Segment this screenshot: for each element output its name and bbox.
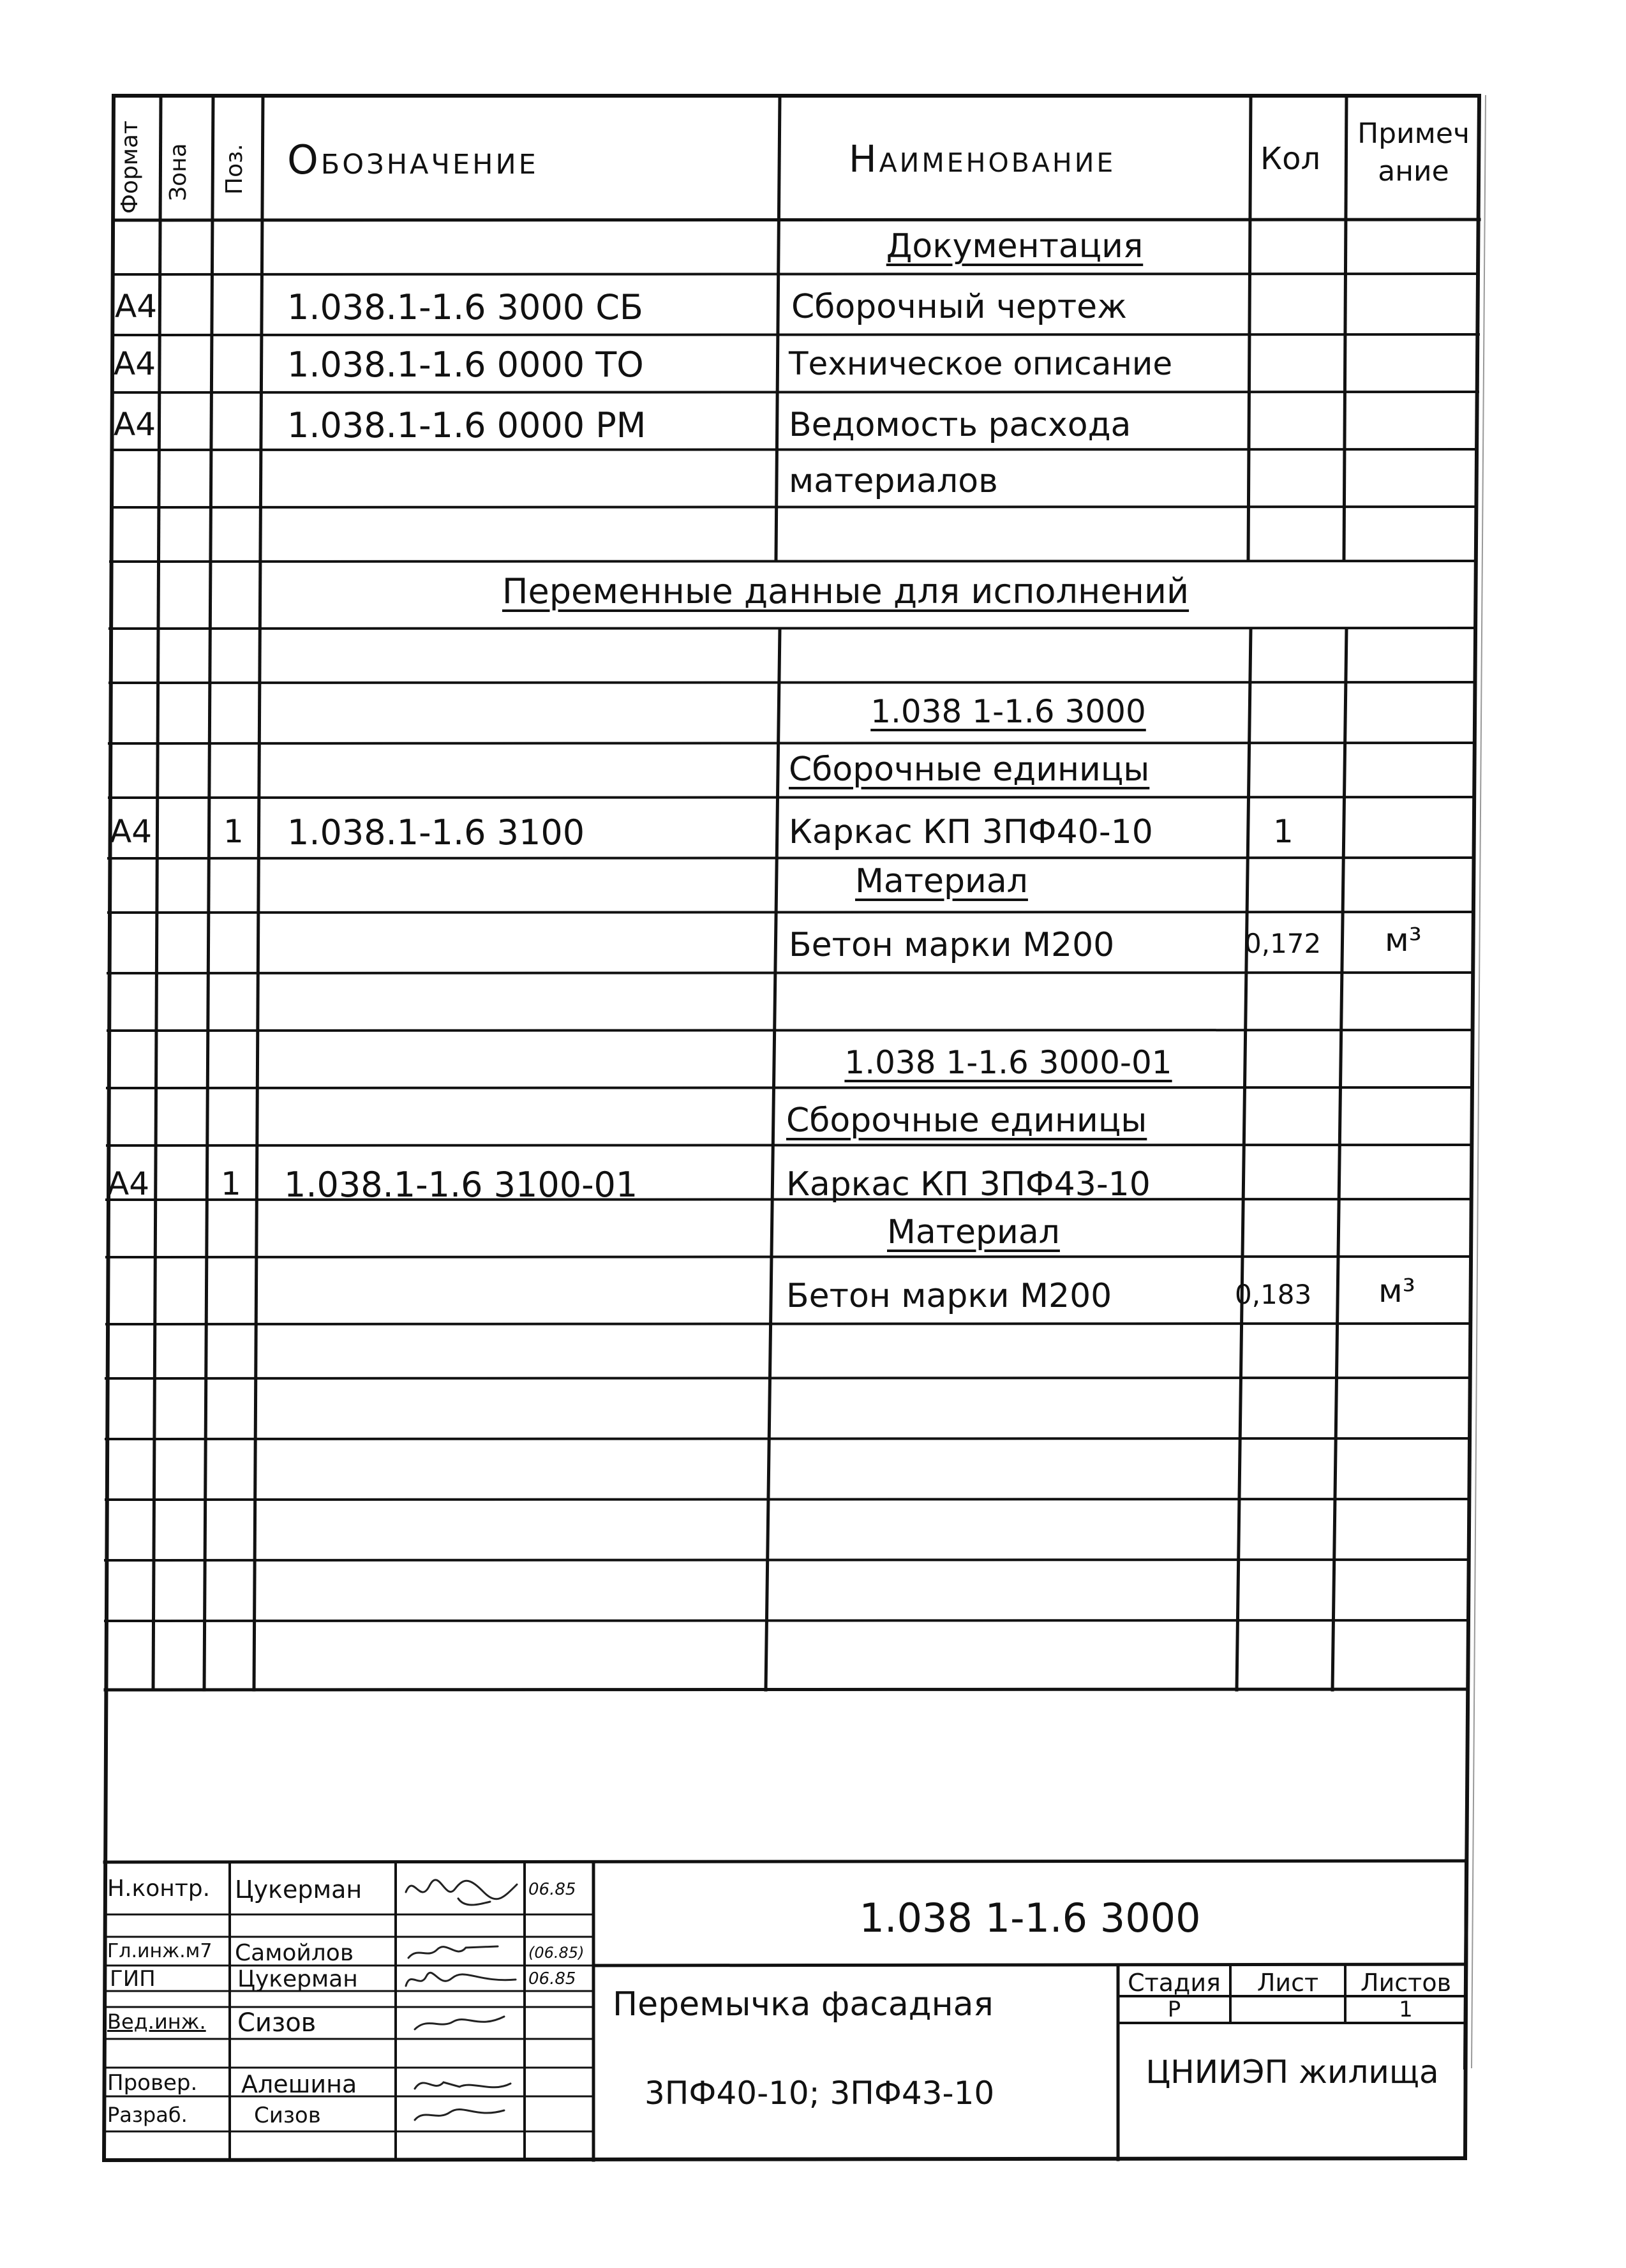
row-pos: 1 (221, 1165, 241, 1202)
row-designation: 1.038.1-1.6 3000 СБ (287, 287, 643, 327)
row-note: м³ (1385, 921, 1422, 959)
role-label: Н.контр. (107, 1876, 211, 1902)
title-line-2: 3ПФ40-10; 3ПФ43-10 (645, 2075, 995, 2112)
variant-code-1: 1.038 1-1.6 3000 (870, 693, 1146, 730)
signature-mark (408, 2071, 517, 2096)
title-line-1: Перемычка фасадная (613, 1985, 994, 2024)
row-format: А4 (115, 288, 158, 325)
signature-mark (402, 1940, 504, 1966)
stage-value: Р (1167, 1997, 1181, 2022)
person-name: Цукерман (235, 1876, 362, 1904)
row-qty: 0,172 (1244, 928, 1322, 959)
row-name: Сборочный чертеж (791, 288, 1127, 326)
subsection-assembly-units: Сборочные единицы (786, 1101, 1147, 1140)
sheets-label: Листов (1361, 1969, 1451, 1997)
signature-mark (408, 2101, 511, 2126)
role-label: ГИП (110, 1966, 156, 1992)
row-name: материалов (789, 462, 998, 500)
header-pos: Поз. (221, 144, 248, 195)
header-qty: Кол (1260, 141, 1321, 177)
organization-name: ЦНИИЭП жилища (1145, 2054, 1439, 2091)
role-label: Провер. (107, 2070, 198, 2096)
person-name: Сизов (254, 2103, 321, 2128)
header-note (1350, 115, 1477, 191)
row-name: Техническое описание (789, 345, 1173, 382)
row-pos: 1 (223, 813, 244, 850)
person-name: Сизов (237, 2008, 317, 2038)
role-label: Вед.инж. (107, 2010, 206, 2034)
header-zone: Зона (165, 143, 191, 201)
row-name: Ведомость расхода (789, 406, 1131, 444)
row-note: м³ (1378, 1272, 1415, 1309)
section-documentation: Документация (886, 227, 1144, 265)
row-designation: 1.038.1-1.6 0000 ТО (287, 345, 644, 385)
subsection-material: Материал (855, 862, 1028, 900)
row-name: Каркас КП 3ПФ43-10 (786, 1165, 1151, 1204)
person-name: Цукерман (237, 1966, 358, 1992)
sheets-value: 1 (1399, 1997, 1413, 2022)
row-format: А4 (114, 406, 156, 443)
row-name: Бетон марки М200 (789, 926, 1115, 964)
row-format: А4 (114, 345, 156, 382)
person-name: Алешина (241, 2070, 357, 2098)
signature-mark (408, 2010, 511, 2036)
stage-label: Стадия (1128, 1969, 1221, 1997)
signature-mark (401, 1967, 522, 1992)
role-label: Разраб. (107, 2103, 188, 2127)
row-designation: 1.038.1-1.6 0000 РМ (287, 405, 646, 445)
row-name: Каркас КП 3ПФ40-10 (789, 813, 1153, 851)
subsection-material: Материал (887, 1213, 1060, 1251)
sign-date: (06.85) (528, 1944, 585, 1962)
sign-date: 06.85 (528, 1969, 576, 1988)
section-variable-data: Переменные данные для исполнений (502, 571, 1190, 611)
row-format: А4 (110, 813, 153, 850)
header-name: Наименование (849, 137, 1116, 181)
sign-date: 06.85 (528, 1880, 576, 1899)
header-format: Формат (117, 120, 143, 214)
header-note-text: Примечание (1357, 117, 1470, 188)
variant-code-2: 1.038 1-1.6 3000-01 (844, 1044, 1172, 1081)
title-doc-code: 1.038 1-1.6 3000 (859, 1895, 1201, 1941)
row-qty: 0,183 (1235, 1279, 1312, 1310)
row-designation: 1.038.1-1.6 3100-01 (284, 1165, 638, 1205)
person-name: Самойлов (235, 1940, 354, 1966)
subsection-assembly-units: Сборочные единицы (789, 750, 1150, 789)
row-format: А4 (107, 1165, 150, 1202)
signature-mark (401, 1867, 522, 1911)
row-designation: 1.038.1-1.6 3100 (287, 812, 585, 853)
header-designation: Обозначение (287, 137, 539, 183)
role-label: Гл.инж.м7 (107, 1940, 213, 1962)
row-name: Бетон марки М200 (786, 1277, 1112, 1315)
sheet-label: Лист (1257, 1969, 1319, 1997)
row-qty: 1 (1273, 813, 1294, 850)
